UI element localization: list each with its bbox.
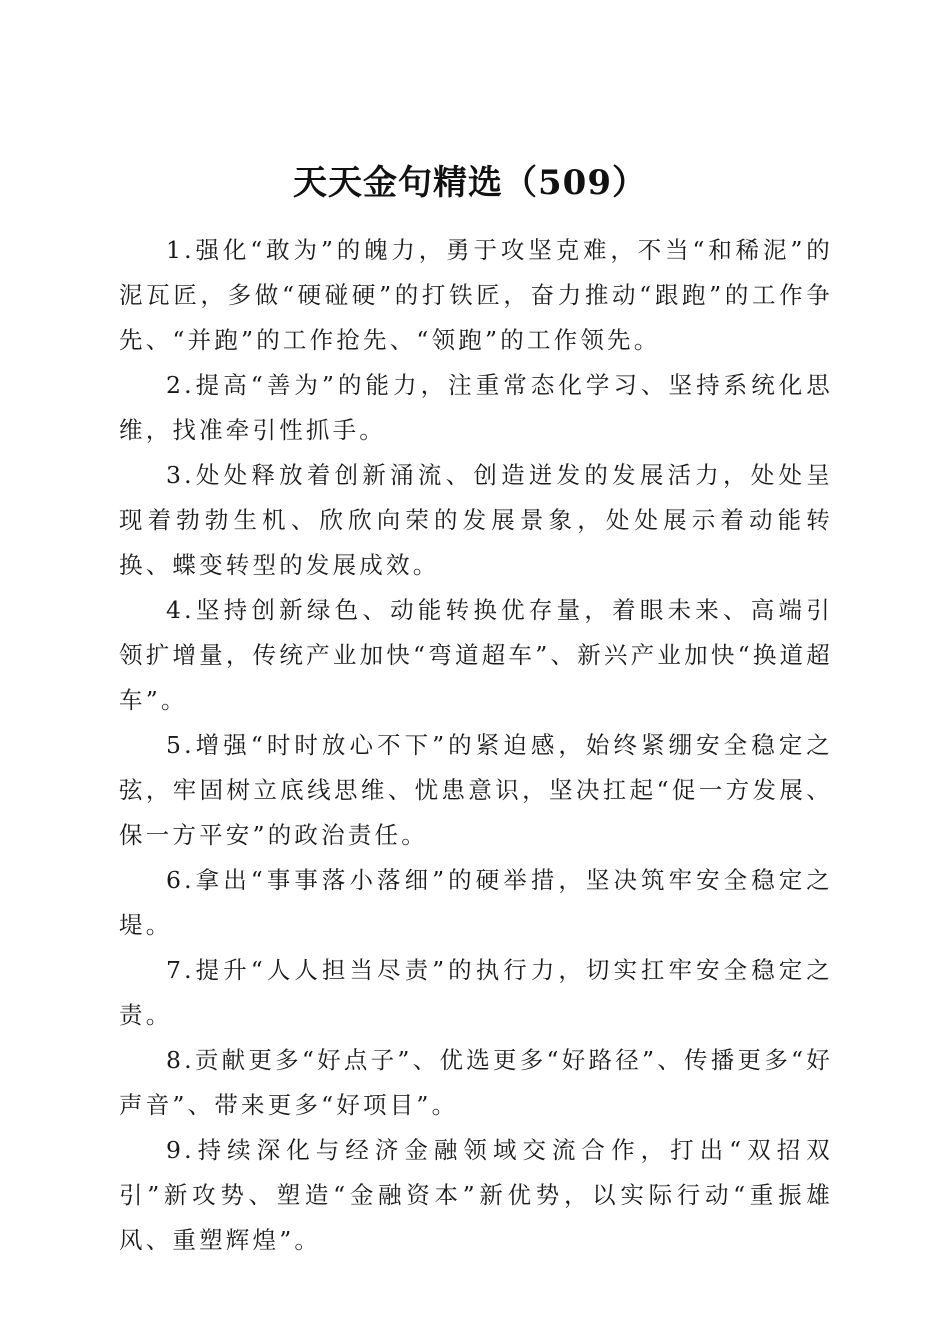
quote-item-2: 2.提高“善为”的能力，注重常态化学习、坚持系统化思维，找准牵引性抓手。 <box>119 371 833 444</box>
quote-list <box>119 228 833 1263</box>
quote-item-7: 7.提升“人人担当尽责”的执行力，切实扛牢安全稳定之责。 <box>119 956 833 1029</box>
quote-item-3: 3.处处释放着创新涌流、创造迸发的发展活力，处处呈现着勃勃生机、欣欣向荣的发展景象，处处展示着动能转换、蝶变转型的发展成效。 <box>119 461 833 579</box>
page-title: 天天金句精选（509） <box>293 162 647 203</box>
quote-item-4: 4.坚持创新绿色、动能转换优存量，着眼未来、高端引领扩增量，传统产业加快“弯道超车”、新兴产业加快“换道超车”。 <box>119 596 833 714</box>
quote-item-8: 8.贡献更多“好点子”、优选更多“好路径”、传播更多“好声音”、带来更多“好项目”。 <box>119 1046 833 1119</box>
quote-item-9: 9.持续深化与经济金融领域交流合作，打出“双招双引”新攻势、塑造“金融资本”新优势，以实际行动“重振雄风、重塑辉煌”。 <box>119 1136 833 1254</box>
quote-item-6: 6.拿出“事事落小落细”的硬举措，坚决筑牢安全稳定之堤。 <box>119 866 833 939</box>
quote-item-1: 1.强化“敢为”的魄力，勇于攻坚克难，不当“和稀泥”的泥瓦匠，多做“硬碰硬”的打铁匠，奋力推动“跟跑”的工作争先、“并跑”的工作抢先、“领跑”的工作领先。 <box>119 236 833 354</box>
quote-item-5: 5.增强“时时放心不下”的紧迫感，始终紧绷安全稳定之弦，牢固树立底线思维、忧患意识，坚决扛起“促一方发展、保一方平安”的政治责任。 <box>119 731 833 849</box>
